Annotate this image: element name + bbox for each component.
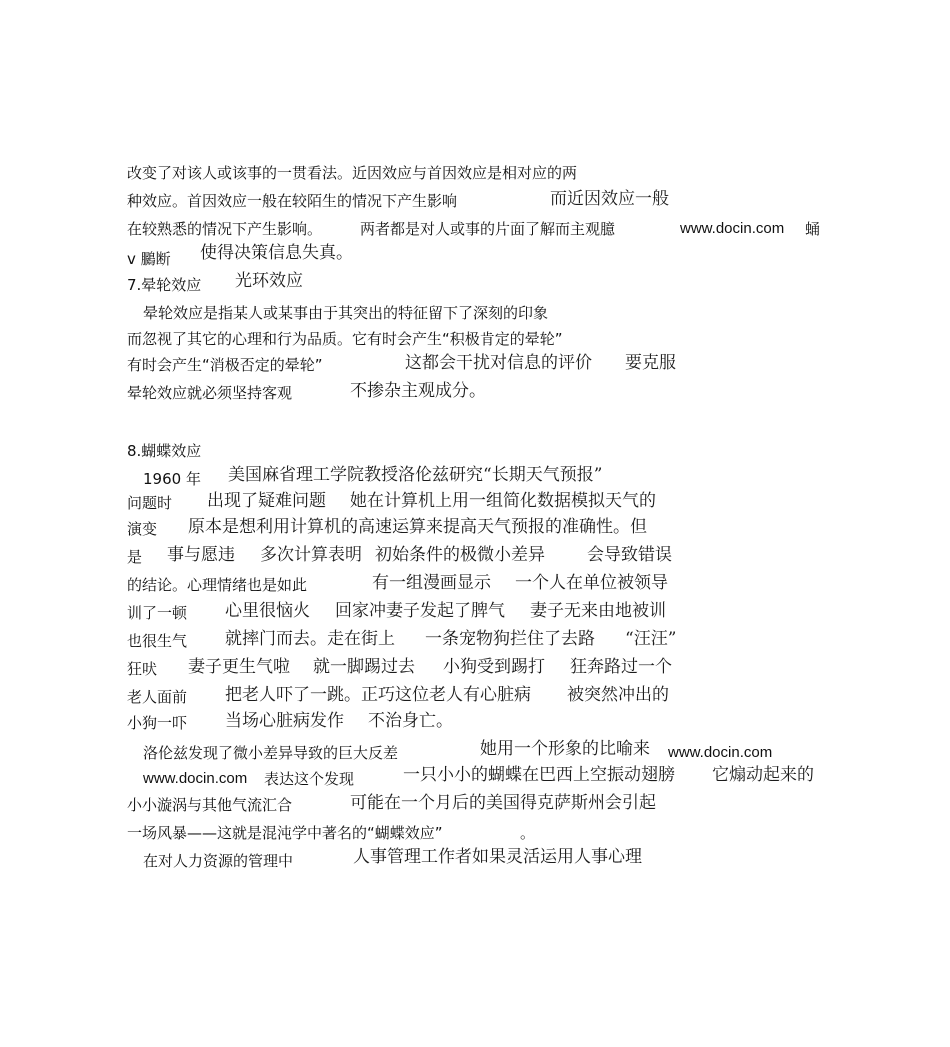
text-line [0,793,950,818]
text-segment: 有时会产生“消极否定的晕轮” [127,356,323,374]
text-segment: 训了一顿 [127,604,188,622]
text-segment: 这都会干扰对信息的评价 [405,353,592,373]
text-segment: 多次计算表明 [260,545,362,565]
text-line [0,220,950,242]
text-segment: 表达这个发现 [264,770,355,788]
text-line [0,657,950,682]
text-line [0,545,950,570]
text-segment: 也很生气 [127,632,188,650]
text-segment: 而近因效应一般 [550,189,669,209]
text-line [127,330,563,348]
text-segment: 的结论。心理情绪也是如此 [127,576,308,594]
text-segment: 被突然冲出的 [567,685,669,705]
text-segment: 一只小小的蝴蝶在巴西上空振动翅膀 [403,765,675,785]
text-segment: “汪汪” [625,629,677,649]
text-segment: 妻子更生气啦 [188,657,290,677]
watermark-text: www.docin.com [143,770,248,787]
text-segment: 妻子无来由地被训 [530,601,666,621]
text-segment: 一条宠物狗拦住了去路 [425,629,595,649]
text-segment: 洛伦兹发现了微小差异导致的巨大反差 [143,744,399,762]
text-line [0,381,950,406]
text-line [0,629,950,654]
text-segment: 演变 [127,520,158,538]
text-segment: 美国麻省理工学院教授洛伦兹研究“长期天气预报” [228,465,603,485]
text-segment: 改变了对该人或该事的一贯看法。近因效应与首因效应是相对应的两 [127,164,578,182]
text-segment: 把老人吓了一跳。正巧这位老人有心脏病 [225,685,531,705]
watermark-text: www.docin.com [668,744,773,761]
text-segment: 人事管理工作者如果灵活运用人事心理 [353,847,642,867]
text-segment: 老人面前 [127,688,188,706]
text-segment: 有一组漫画显示 [372,573,491,593]
text-line [0,465,950,490]
text-line [127,164,577,182]
text-segment: 问题时 [127,494,173,512]
text-line [0,685,950,710]
text-line [0,517,950,542]
text-segment: 一场风暴——这就是混沌学中著名的“蝴蝶效应” [127,824,443,842]
text-segment: 小狗一吓 [127,714,188,732]
text-segment: 事与愿违 [167,545,235,565]
text-segment: 就一脚踢过去 [313,657,415,677]
text-segment: 要克服 [625,353,676,373]
text-segment: 光环效应 [235,271,303,291]
text-segment: v 鵩断 [127,250,171,268]
text-line [0,601,950,626]
text-line [0,573,950,598]
text-line [143,304,548,322]
text-segment: 当场心脏病发作 [225,711,344,731]
text-segment: 使得决策信息失真。 [200,243,353,263]
text-segment: 不治身亡。 [368,711,453,731]
text-segment: 一个人在单位被领导 [515,573,668,593]
text-segment: 晕轮效应就必须坚持客观 [127,384,293,402]
text-segment: 狂奔路过一个 [570,657,672,677]
text-segment: 初始条件的极微小差异 [375,545,545,565]
text-line [0,243,950,268]
text-segment: 就摔门而去。走在街上 [225,629,395,649]
text-line [0,491,950,516]
text-line [0,847,950,874]
text-segment: 原本是想利用计算机的高速运算来提高天气预报的准确性。但 [188,517,647,537]
text-segment: 可能在一个月后的美国得克萨斯州会引起 [350,793,656,813]
text-segment: 她在计算机上用一组简化数据模拟天气的 [350,491,656,511]
text-segment: 心里很恼火 [225,601,310,621]
section-heading [0,271,950,298]
text-line [0,765,950,792]
text-segment: 在对人力资源的管理中 [143,852,294,870]
section-heading-number: 7.晕轮效应 [127,276,202,294]
text-segment: 在较熟悉的情况下产生影响。 [127,220,323,238]
text-segment: 1960 年 [143,470,201,488]
text-segment: 蛹 [805,220,821,238]
section-heading [127,442,201,460]
text-line [0,824,950,846]
text-segment: 。 [520,824,536,842]
text-segment: 出现了疑难问题 [207,491,326,511]
text-segment: 会导致错误 [587,545,672,565]
text-line [0,739,950,766]
text-segment: 种效应。首因效应一般在较陌生的情况下产生影响 [127,192,458,210]
text-segment: 两者都是对人或事的片面了解而主观臆 [360,220,616,238]
text-segment: 回家冲妻子发起了脾气 [335,601,505,621]
text-segment: 它煽动起来的 [712,765,814,785]
watermark-text: www.docin.com [680,220,785,237]
section-heading-number: 8.蝴蝶效应 [127,442,202,460]
text-segment: 小狗受到踢打 [443,657,545,677]
text-line [0,353,950,378]
text-segment: 小小漩涡与其他气流汇合 [127,796,293,814]
text-segment: 而忽视了其它的心理和行为品质。它有时会产生“积极肯定的晕轮” [127,330,563,348]
text-segment: 晕轮效应是指某人或某事由于其突出的特征留下了深刻的印象 [143,304,549,322]
text-segment: 是 [127,548,143,566]
text-line [0,711,950,736]
text-line [0,189,950,214]
text-segment: 不掺杂主观成分。 [350,381,486,401]
text-segment: 狂吠 [127,660,158,678]
text-segment: 她用一个形象的比喻来 [480,739,650,759]
